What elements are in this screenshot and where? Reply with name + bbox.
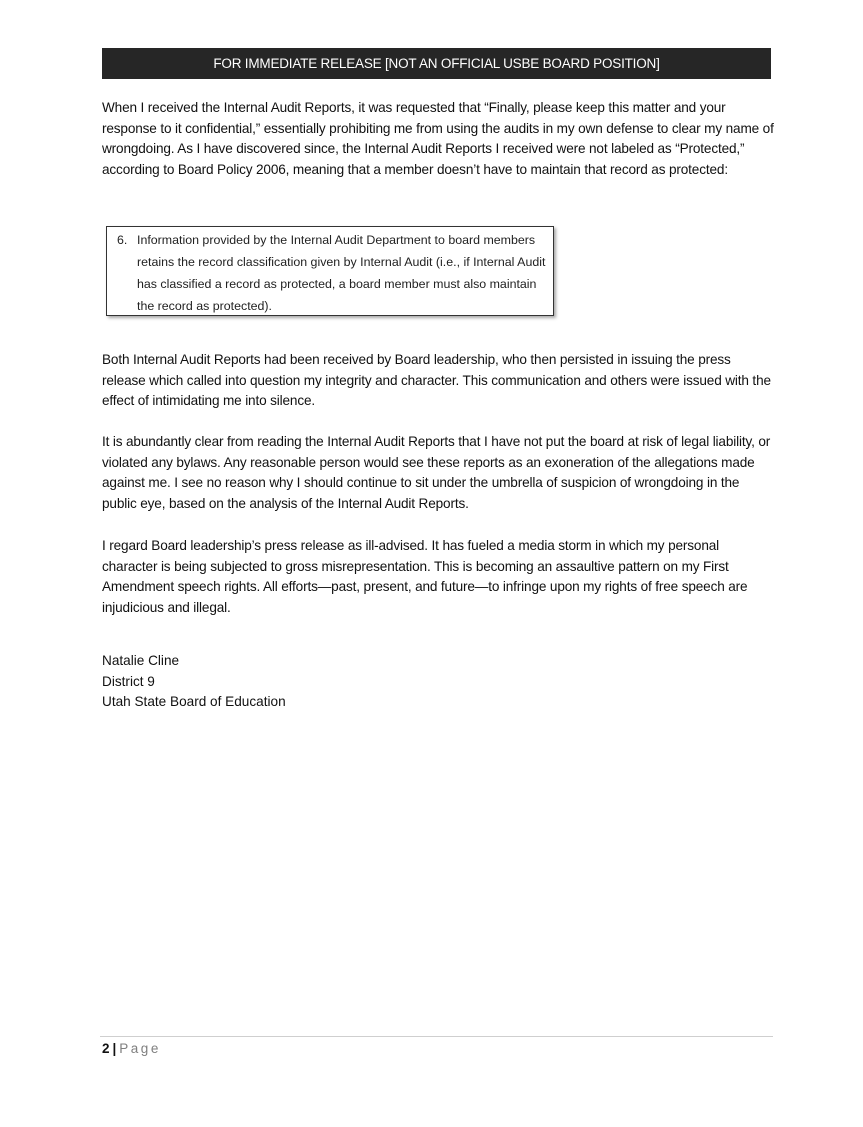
signature-name: Natalie Cline [102, 653, 180, 668]
signature-block [102, 651, 286, 713]
paragraph-leadership: Both Internal Audit Reports had been received by Board leadership, who then persisted in issuing the press release which called into question my integrity and character. This communication and others were issued with the effect of intimidating me into silence. [102, 352, 771, 409]
footer-divider [100, 1036, 773, 1037]
page-label: Page [119, 1041, 161, 1056]
quote-text: Information provided by the Internal Audit Department to board members retains the record classification given by Internal Audit (i.e., if Internal Audit has classified a record as protected, a board member must also maintain the record as protected). [137, 233, 546, 313]
policy-quote-box [106, 226, 554, 316]
quote-item-number: 6. [117, 233, 128, 247]
page-footer [102, 1041, 161, 1056]
paragraph-press-release: I regard Board leadership’s press release as ill-advised. It has fueled a media storm in which my personal character is being subjected to gross misrepresentation. This is becoming an assaultive pattern on my First Amendment speech rights. All efforts—past, present, and future—to infringe upon my rights of free speech are injudicious and illegal. [102, 538, 748, 615]
footer-separator: | [112, 1041, 117, 1056]
paragraph-intro: When I received the Internal Audit Reports, it was requested that “Finally, please keep this matter and your response to it confidential,” essentially prohibiting me from using the audits in my own defense to clear my name of wrongdoing. As I have discovered since, the Internal Audit Reports I received were not labeled as “Protected,” according to Board Policy 2006, meaning that a member doesn’t have to maintain that record as protected: [102, 100, 774, 177]
signature-organization: Utah State Board of Education [102, 694, 286, 710]
page-number: 2 [102, 1041, 110, 1056]
signature-district: District 9 [102, 673, 155, 689]
paragraph-exoneration: It is abundantly clear from reading the Internal Audit Reports that I have not put the board at risk of legal liability, or violated any bylaws. Any reasonable person would see these reports as an exoneration of the allegations made against me. I see no reason why I should continue to sit under the umbrella of suspicion of wrongdoing in the public eye, based on the analysis of the Internal Audit Reports. [102, 434, 771, 511]
banner-title: FOR IMMEDIATE RELEASE [NOT AN OFFICIAL USBE BOARD POSITION] [213, 56, 660, 71]
release-banner [102, 48, 771, 79]
